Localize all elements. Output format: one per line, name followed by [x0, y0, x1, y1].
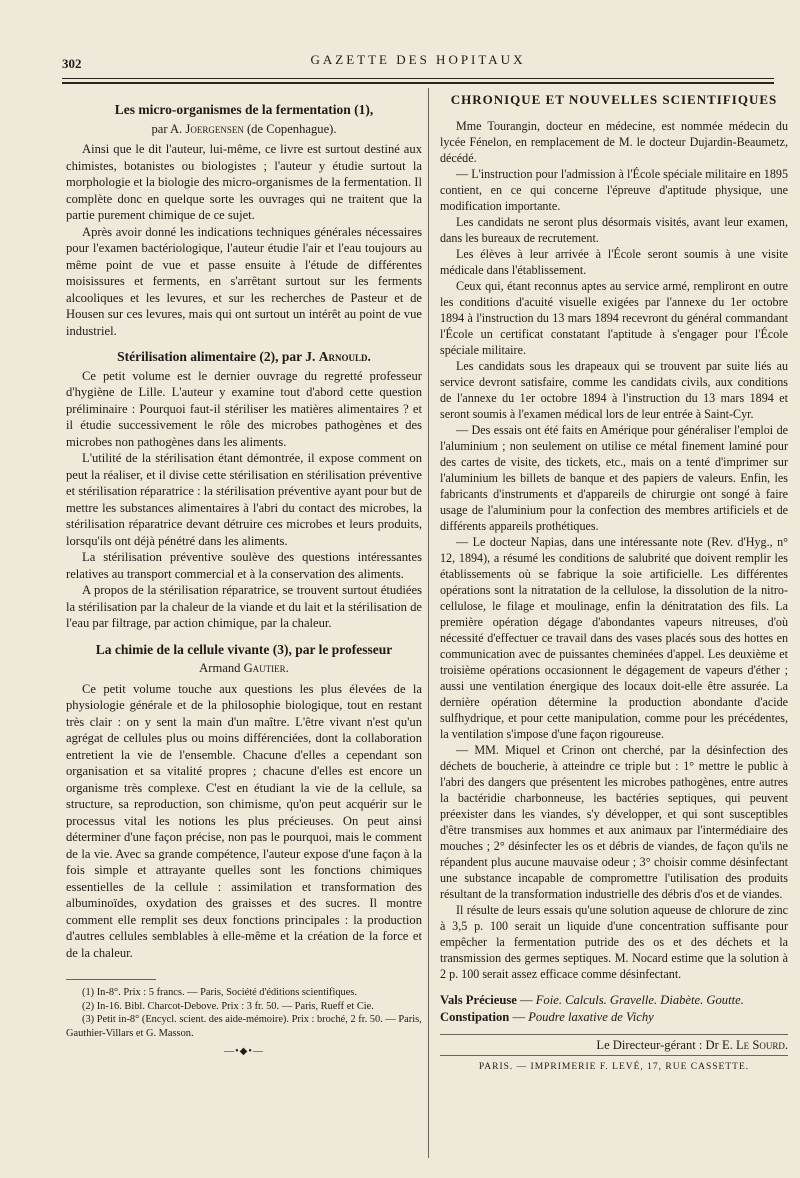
left-column [66, 92, 422, 1061]
news-item: — MM. Miquel et Crinon ont cherché, par la désinfection des déchets de boucherie, à atteindre ce triple but : 1° mettre le public à l'abri des dangers que présentent les microbes pathogènes, entre autres la bactéridie charbonneuse, les bactéries septiques, qui peuvent préexister dans les viandes, s'y développer, et qui sont susceptibles d'être transmises aux hommes et aux animaux par l'intermédiaire des mouches ; 2° désinfecter les os et débris de viandes, de façon qu'ils ne répandent plus aucune mauvaise odeur ; 3° choisir comme désinfectant une substance incapable de compromettre l'utilisation des produits résultant de la transformation industrielle des débris d'os et de viandes. [440, 743, 788, 901]
page-number: 302 [62, 56, 82, 71]
paragraph: A propos de la stérilisation réparatrice, se trouvent surtout étudiées la stérilisation par la chaleur de la viande et du lait et la stérilisation de l'eau par filtrage, par action chimique, par la chaleur. [66, 583, 422, 630]
news-item: — L'instruction pour l'admission à l'École spéciale militaire en 1895 contient, en ce qui concerne l'épreuve d'aptitude physique, une modification importante. [440, 167, 788, 213]
news-item: Les élèves à leur arrivée à l'École seront soumis à une visite médicale dans l'établissement. [440, 247, 788, 277]
article-author-fermentation: par A. Joergensen (de Copenhague). [151, 121, 337, 136]
news-item: Mme Tourangin, docteur en médecine, est nommée médecin du lycée Fénelon, en remplacement de M. le docteur Dujardin-Beaumetz, décédé. [440, 119, 788, 165]
footnote: (3) Petit in-8° (Encycl. scient. des aide-mémoire). Prix : broché, 2 fr. 50. — Paris, Gauthier-Villars et G. Masson. [66, 1014, 422, 1039]
article-title-chimie-cellule: La chimie de la cellule vivante (3), par le professeur [95, 641, 393, 657]
news-item: Les candidats ne seront plus désormais visités, avant leur examen, dans les bureaux de recrutement. [440, 215, 788, 245]
printer-imprint: PARIS. — IMPRIMERIE F. LEVÉ, 17, RUE CASSETTE. [478, 1062, 750, 1072]
paragraph: Ce petit volume touche aux questions les plus élevées de la physiologie générale et de la philosophie biologique, tout en restant très clair : on y sent la main d'un maître. L'être vivant n'est qu'un agrégat de cellules plus ou moins différenciées, dont la collaboration entretient la vie de l'ensemble. Chacune d'elles a cependant son organisation et sa vitalité propres ; chacune d'elles est encore un organisme très complexe. C'est en étudiant la vie de la cellule, sa structure, sa reproduction, son chimisme, qu'on peut acquérir sur le processus vital les notions les plus précieuses. On peut ainsi déterminer d'une façon précise, non pas le pourquoi, mais le comment de la vie. Avec sa grande compétence, l'auteur expose d'une façon à la fois simple et attrayante quelles sont les fonctions chimiques essentielles de la cellule : assimilation et transformation des albuminoïdes, oxydation des graisses et des sucres. Il montre comment elle remplit ses deux fonctions principales : la production d'autres cellules semblables à elle-même et la création de la force et de la chaleur. [66, 681, 422, 960]
header-rule-thick [62, 82, 774, 84]
column-divider [428, 88, 429, 1158]
news-item: Il résulte de leurs essais qu'une solution aqueuse de chlorure de zinc à 3,5 p. 100 serait un liquide d'une concentration suffisante pour empêcher la fermentation putride des os et des déchets et la transmission des germes septiques. M. Nocard estime que la solution à 2 p. 100 serait assez efficace comme désinfectant. [440, 903, 788, 981]
section-heading-chronique: CHRONIQUE ET NOUVELLES SCIENTIFIQUES [450, 92, 778, 107]
page-header [62, 50, 774, 74]
right-column [440, 92, 788, 1075]
ad-vals-precieuse: Vals Précieuse — Foie. Calculs. Gravelle. Diabète. Goutte. [440, 993, 744, 1007]
news-item: Les candidats sous les drapeaux qui se trouvent par suite liés au service devront satisfaire, comme les candidats civils, aux conditions de l'annexe du 1er octobre 1894 à l'instruction du 13 mars 1894 et seront soumis à l'examen médical lors de leur entrée à Saint-Cyr. [440, 359, 788, 421]
footnote: (1) In-8°. Prix : 5 francs. — Paris, Société d'éditions scientifiques. [82, 987, 357, 998]
director-signature: Le Directeur-gérant : Dr E. Le Sourd. [440, 1034, 788, 1056]
paragraph: L'utilité de la stérilisation étant démontrée, il expose comment on peut la réaliser, et il divise cette stérilisation en stérilisation préventive et stérilisation réparatrice : la stérilisation préventive ayant pour but de mettre les substances alimentaires à l'abri du contact des microbes, la stérilisation réparatrice devant détruire ces microbes et leurs produits, lorsqu'ils ont déjà pénétré dans les aliments. [66, 451, 422, 548]
footnote-rule [66, 979, 156, 986]
article-title-fermentation: Les micro-organismes de la fermentation (1), [114, 102, 374, 117]
news-item: — Des essais ont été faits en Amérique pour généraliser l'emploi de l'aluminium ; non seulement on utilise ce métal finement laminé pour des cartes de visite, des tickets, etc., mais on a tenté d'imprimer sur l'aluminium les billets de banque et des papiers de valeurs. Enfin, les fabricants d'instruments et d'appareils de chirurgie ont songé à faire usage de l'aluminium pour la confection des membres artificiels et de différents appareils prothétiques. [440, 423, 788, 533]
header-rule [62, 78, 774, 79]
paragraph: Ce petit volume est le dernier ouvrage du regretté professeur d'hygiène de Lille. L'auteur y examine tout d'abord cette question préliminaire : Pourquoi faut-il stériliser les matières alimentaires ? et il étudie successivement le rôle des microbes pathogènes et des microbes non pathogènes dans les aliments. [66, 368, 422, 449]
paragraph: Ainsi que le dit l'auteur, lui-même, ce livre est surtout destiné aux chimistes, botanistes ou biologistes ; l'auteur y étudie surtout la morphologie et la biologie des micro-organismes de la fermentation. Il complète donc en quelque sorte les ouvrages qui ne traitent que la partie purement chimique de ce sujet. [66, 142, 422, 222]
paragraph: La stérilisation préventive soulève des questions intéressantes relatives au transport commercial et à la conservation des aliments. [66, 550, 422, 581]
paragraph: Après avoir donné les indications techniques générales nécessaires pour l'examen bactériologique, l'auteur étudie l'air et l'eau toujours au même point de vue et passe ensuite à l'étude de différentes moisissures et ferments, en s'arrêtant surtout sur les ferments alcooliques et les levures, et sur les recherches de Pasteur et de Housen sur ces levures, mais qui ont surtout un intérêt au point de vue industriel. [66, 224, 422, 338]
ornament-divider: —•◆•— [224, 1046, 264, 1057]
article-title-sterilisation: Stérilisation alimentaire (2), par J. Arnould. [117, 349, 371, 364]
news-item: — Le docteur Napias, dans une intéressante note (Rev. d'Hyg., n° 12, 1894), a résumé les conditions de salubrité que doivent remplir les établissements où se fabrique la soie artificielle. Les différentes opérations sont la nitratation de la cellulose, la dissolution de la nitro-cellulose, le filage et moulinage, enfin la dénitratation des fils. La première opération dégage d'abondantes vapeurs nitreuses, d'où nécessité d'effectuer ce travail dans des vases placés sous des hottes en communication avec de puissantes cheminées d'appel. Les deuxième et troisième opérations occasionnent le dégagement de vapeurs d'éther ; aussi une ventilation énergique des locaux doit-elle être assurée. La dernière opération détermine la production abondante d'acide sulfhydrique, et pour cette manipulation, comme pour les précédentes, la ventilation s'impose d'une façon rigoureuse. [440, 535, 788, 741]
running-title: GAZETTE DES HOPITAUX [310, 52, 526, 67]
article-author-chimie-cellule: Armand Gautier. [199, 661, 289, 675]
footnote: (2) In-16. Bibl. Charcot-Debove. Prix : 3 fr. 50. — Paris, Rueff et Cie. [82, 1000, 374, 1012]
advertisement-block [440, 992, 788, 1026]
ad-constipation: Constipation — Poudre laxative de Vichy [440, 1010, 654, 1024]
news-item: Ceux qui, étant reconnus aptes au service armé, rempliront en outre les conditions d'acuité visuelle exigées par l'annexe du 1er octobre 1894 à l'instruction du 13 mars 1894 recevront du général commandant l'École un certificat constatant l'aptitude à s'engager pour l'École spéciale militaire. [440, 279, 788, 357]
